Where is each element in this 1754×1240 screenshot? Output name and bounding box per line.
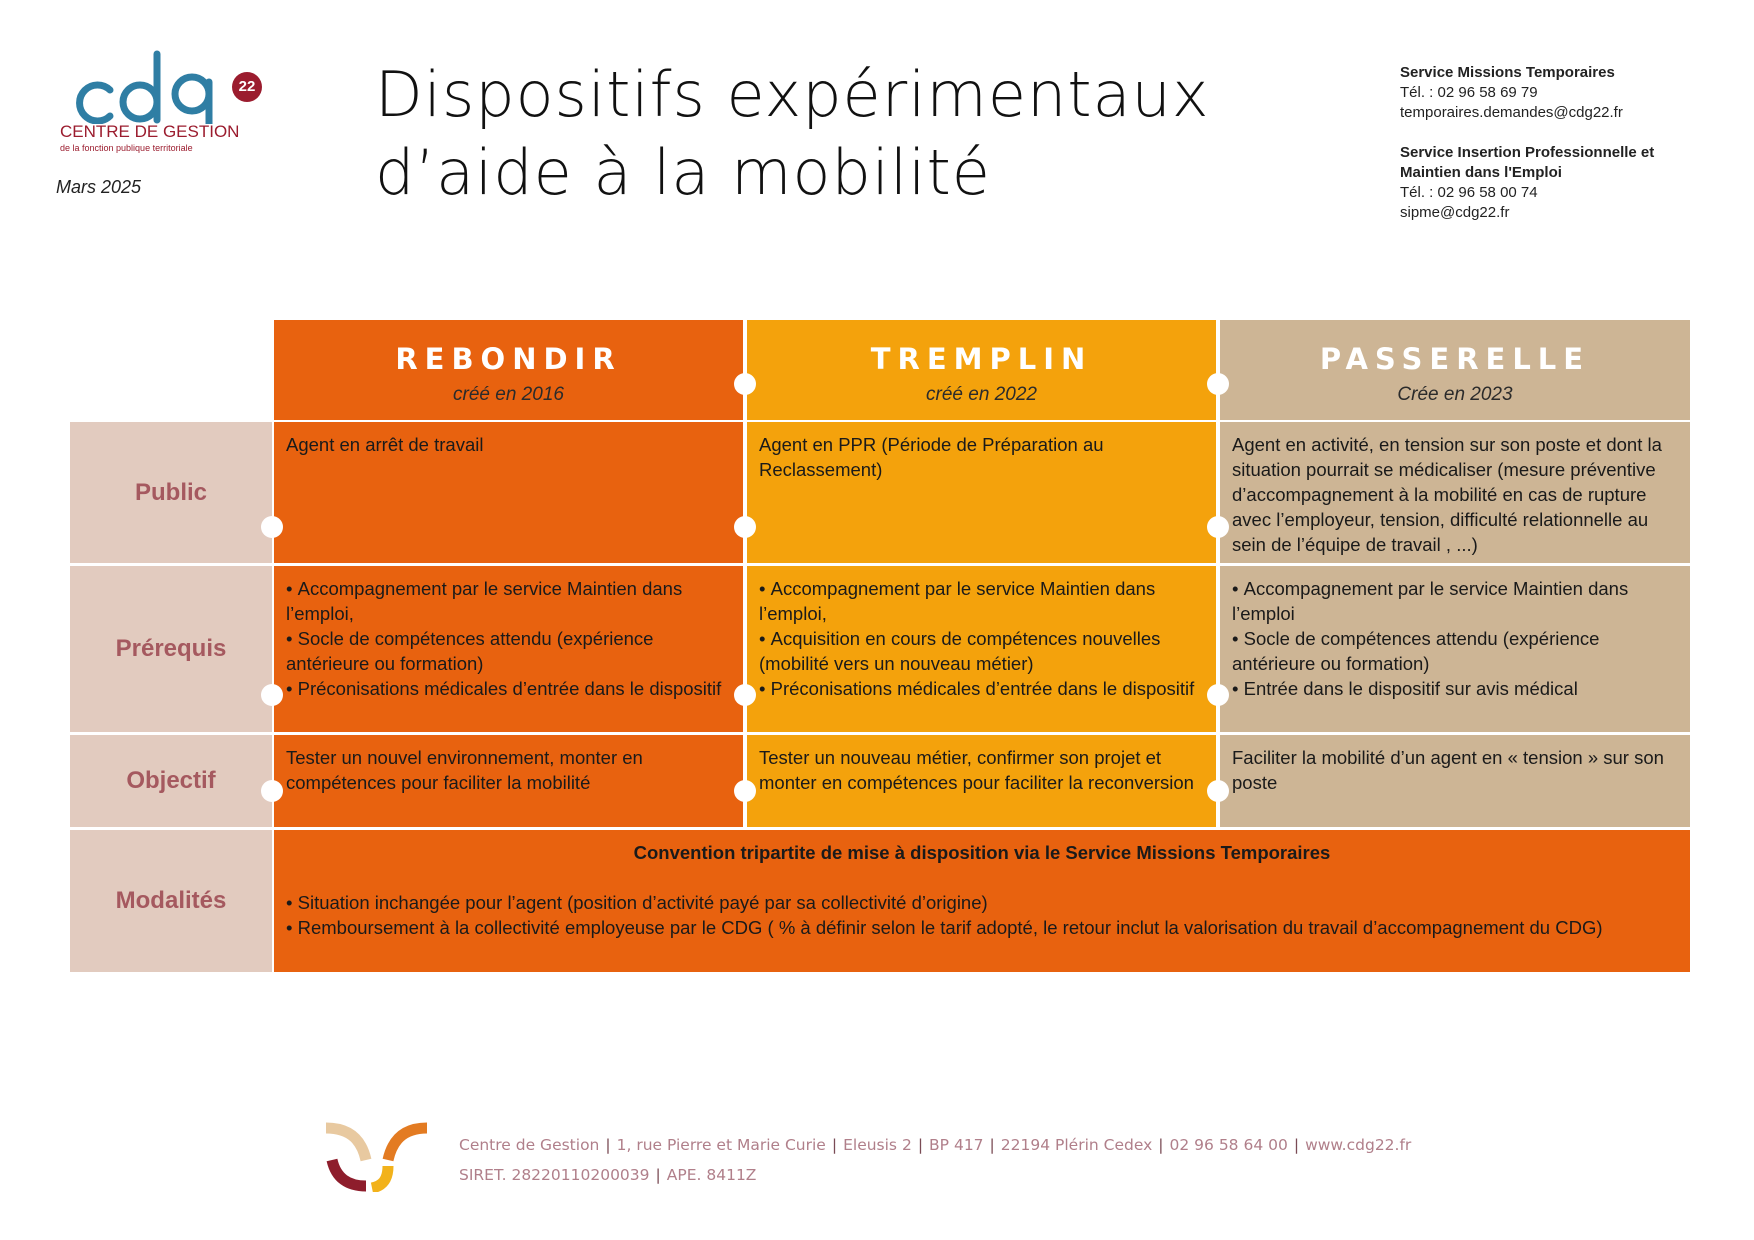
footer-phone: 02 96 58 64 00: [1169, 1136, 1288, 1154]
logo-subtext: de la fonction publique territoriale: [60, 143, 193, 153]
footer-city: 22194 Plérin Cedex: [1000, 1136, 1153, 1154]
column-header-passerelle: [1220, 320, 1690, 420]
modalites-list: [286, 890, 1678, 940]
cell-public-rebondir: Agent en arrêt de travail: [274, 422, 743, 563]
footer-ape: APE. 8411Z: [666, 1166, 757, 1184]
list-item: • Situation inchangée pour l’agent (position d’activité payé par sa collectivité d’origine): [286, 890, 1678, 915]
column-created: créé en 2016: [453, 384, 564, 405]
prerequis-list: [759, 576, 1204, 701]
list-item: • Socle de compétences attendu (expérience antérieure ou formation): [286, 626, 731, 676]
footer-siret: SIRET. 28220110200039: [459, 1166, 650, 1184]
modalites-heading: Convention tripartite de mise à disposition via le Service Missions Temporaires: [633, 842, 1331, 863]
list-item: • Préconisations médicales d’entrée dans le dispositif: [759, 676, 1204, 701]
list-item: • Socle de compétences attendu (expérience antérieure ou formation): [1232, 626, 1678, 676]
contact-service-name: Service Missions Temporaires: [1400, 64, 1615, 81]
cell-modalites: [274, 830, 1690, 972]
list-item: • Accompagnement par le service Maintien dans l’emploi,: [286, 576, 731, 626]
comparison-table: [70, 320, 1694, 972]
footer-street: 1, rue Pierre et Marie Curie: [616, 1136, 826, 1154]
footer-building: Eleusis 2: [843, 1136, 912, 1154]
list-item: • Accompagnement par le service Maintien dans l’emploi: [1232, 576, 1678, 626]
title-line-1: Dispositifs expérimentaux: [375, 58, 1210, 131]
column-name: TREMPLIN: [870, 342, 1093, 376]
document-date: Mars 2025: [56, 177, 142, 197]
connector-dot: [1207, 684, 1229, 706]
contact-email[interactable]: sipme@cdg22.fr: [1400, 204, 1510, 221]
prerequis-list: [286, 576, 731, 701]
cell-objectif-rebondir: Tester un nouvel environnement, monter en compétences pour faciliter la mobilité: [274, 735, 743, 827]
footer-website-link[interactable]: www.cdg22.fr: [1305, 1136, 1412, 1154]
row-label-public: Public: [70, 422, 272, 563]
connector-dot: [734, 780, 756, 802]
prerequis-list: [1232, 576, 1678, 701]
contacts-block: [1400, 63, 1730, 223]
list-item: • Préconisations médicales d’entrée dans le dispositif: [286, 676, 731, 701]
column-name: REBONDIR: [395, 342, 622, 376]
column-header-rebondir: [274, 320, 743, 420]
connector-dot: [1207, 373, 1229, 395]
footer-bp: BP 417: [929, 1136, 984, 1154]
column-header-tremplin: [747, 320, 1216, 420]
cell-public-tremplin: Agent en PPR (Période de Préparation au Reclassement): [747, 422, 1216, 563]
cdg22-logo: [52, 44, 262, 164]
page-title: [375, 56, 1255, 212]
title-line-2: d’aide à la mobilité: [375, 136, 991, 209]
logo-badge: 22: [232, 72, 262, 102]
contact-email[interactable]: temporaires.demandes@cdg22.fr: [1400, 104, 1623, 121]
footer-line-1: Centre de Gestion | 1, rue Pierre et Marie Curie | Eleusis 2 | BP 417 | 22194 Plérin Cedex | 02 96 58 64 00 | www.cdg22.fr: [459, 1136, 1412, 1154]
footer-org: Centre de Gestion: [459, 1136, 600, 1154]
connector-dot: [261, 516, 283, 538]
list-item: • Remboursement à la collectivité employeuse par le CDG ( % à définir selon le tarif adopté, le retour inclut la valorisation du travail d’accompagnement du CDG): [286, 915, 1678, 940]
contact-service-name: Service Insertion Professionnelle et: [1400, 144, 1655, 161]
footer-logo-mark: [322, 1120, 432, 1192]
contact-service-name: Maintien dans l'Emploi: [1400, 164, 1562, 181]
connector-dot: [1207, 516, 1229, 538]
cell-prerequis-passerelle: [1220, 566, 1690, 732]
row-label-prerequis: Prérequis: [70, 566, 272, 732]
list-item: • Accompagnement par le service Maintien dans l’emploi,: [759, 576, 1204, 626]
row-label-modalites: Modalités: [70, 830, 272, 972]
cell-objectif-passerelle: Faciliter la mobilité d’un agent en « tension » sur son poste: [1220, 735, 1690, 827]
row-label-objectif: Objectif: [70, 735, 272, 827]
cell-prerequis-rebondir: [274, 566, 743, 732]
footer-line-2: SIRET. 28220110200039 | APE. 8411Z: [459, 1166, 757, 1184]
cell-objectif-tremplin: Tester un nouveau métier, confirmer son projet et monter en compétences pour faciliter la reconversion: [747, 735, 1216, 827]
column-created: créé en 2022: [926, 384, 1037, 405]
connector-dot: [261, 780, 283, 802]
list-item: • Acquisition en cours de compétences nouvelles (mobilité vers un nouveau métier): [759, 626, 1204, 676]
cell-prerequis-tremplin: [747, 566, 1216, 732]
cdg-logo-mark: [52, 44, 262, 124]
list-item: • Entrée dans le dispositif sur avis médical: [1232, 676, 1678, 701]
contact-phone: Tél. : 02 96 58 00 74: [1400, 184, 1538, 201]
footer-logo: [322, 1120, 432, 1192]
cell-public-passerelle: Agent en activité, en tension sur son poste et dont la situation pourrait se médicaliser (mesure préventive d’accompagnement à la mobilité en cas de rupture avec l’employeur, tension, difficulté relationnelle au sein de l’équipe de travail , ...): [1220, 422, 1690, 563]
connector-dot: [1207, 780, 1229, 802]
column-name: PASSERELLE: [1319, 342, 1591, 376]
connector-dot: [734, 516, 756, 538]
connector-dot: [734, 373, 756, 395]
logo-text: CENTRE DE GESTION: [60, 122, 240, 141]
column-created: Crée en 2023: [1397, 384, 1513, 405]
connector-dot: [734, 684, 756, 706]
footer-address: [459, 1130, 1411, 1190]
connector-dot: [261, 684, 283, 706]
contact-phone: Tél. : 02 96 58 69 79: [1400, 84, 1538, 101]
